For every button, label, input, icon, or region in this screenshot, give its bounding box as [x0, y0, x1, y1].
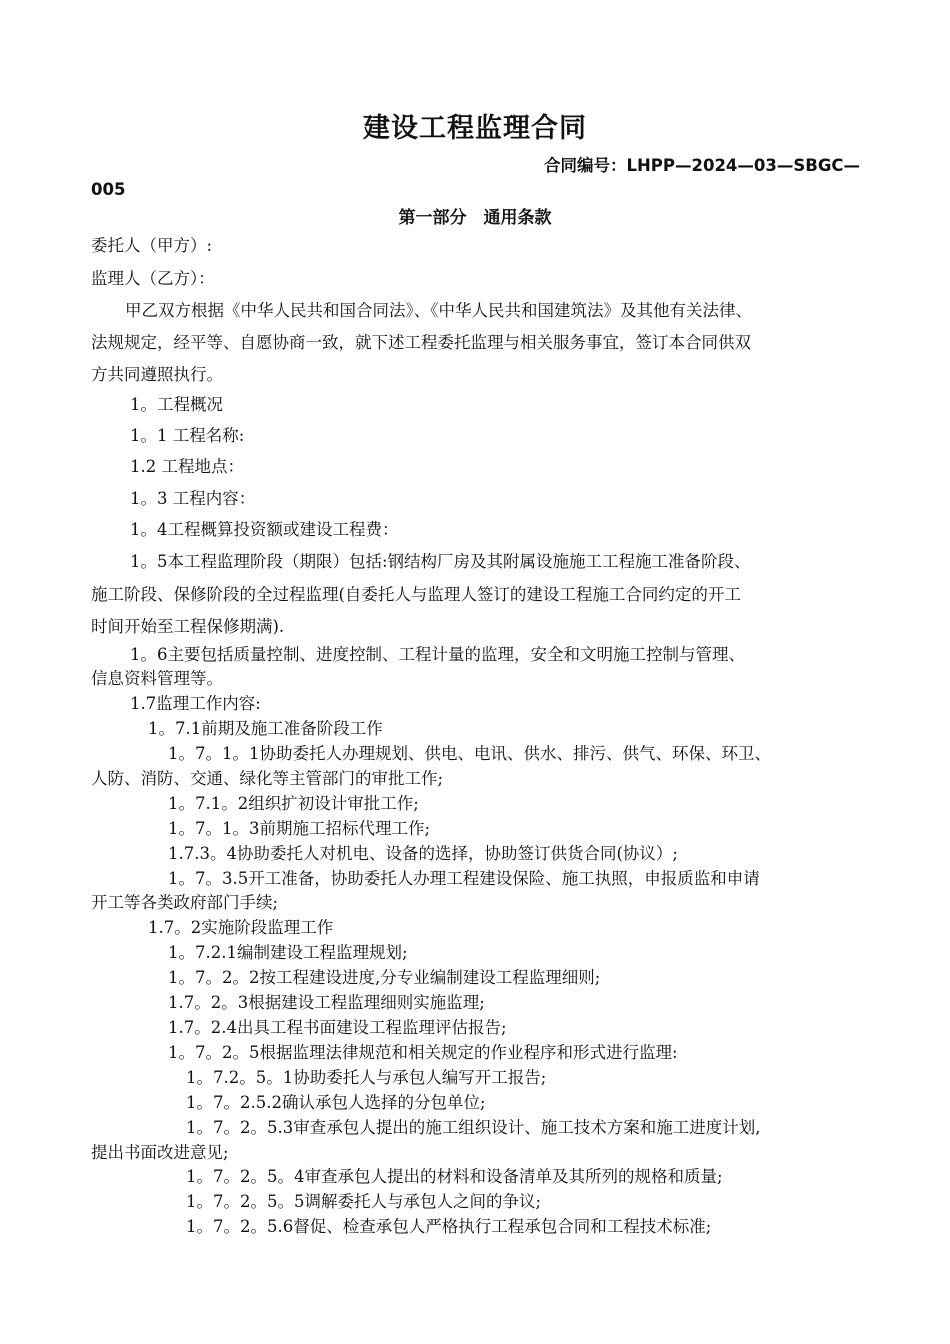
text-line: 1。7。2。5。5调解委托人与承包人之间的争议; [186, 1192, 542, 1211]
text-line: 1。1 工程名称: [130, 426, 245, 445]
text-line: 1。7。1。1协助委托人办理规划、供电、电讯、供水、排污、供气、环保、环卫、 [168, 744, 771, 763]
text-line: 1。7。2。2按工程建设进度,分专业编制建设工程监理细则; [168, 968, 601, 987]
text-line: 1。5本工程监理阶段（期限）包括:钢结构厂房及其附属设施施工工程施工准备阶段、 [130, 552, 751, 571]
text-line: 1。7.2。5。1协助委托人与承包人编写开工报告; [186, 1068, 547, 1087]
text-line: 1。7。2。5.6督促、检查承包人严格执行工程承包合同和工程技术标准; [186, 1217, 712, 1236]
text-line: 1。7。2。5。4审查承包人提出的材料和设备清单及其所列的规格和质量; [186, 1167, 723, 1186]
text-line: 施工阶段、保修阶段的全过程监理(自委托人与监理人签订的建设工程施工合同约定的开工 [91, 585, 741, 604]
text-line: 1。7。3.5开工准备，协助委托人办理工程建设保险、施工执照，申报质监和申请 [168, 869, 760, 888]
text-line: 1。3 工程内容： [130, 489, 256, 508]
text-line: 时间开始至工程保修期满). [91, 617, 285, 636]
text-line: 监理人（乙方）： [91, 269, 215, 288]
text-line: 信息资料管理等。 [91, 669, 223, 688]
text-line: 人防、消防、交通、绿化等主管部门的审批工作; [91, 769, 444, 788]
contract-number-tail: 005 [91, 180, 126, 199]
text-line: 开工等各类政府部门手续; [91, 893, 279, 912]
text-line: 1。7.2.1编制建设工程监理规划; [168, 943, 408, 962]
document-title: 建设工程监理合同 [363, 113, 587, 144]
text-line: 1。7。1。3前期施工招标代理工作; [168, 819, 431, 838]
text-line: 1。7。2。5.3审查承包人提出的施工组织设计、施工技术方案和施工进度计划, [186, 1118, 761, 1137]
text-line: 1.2 工程地点： [130, 457, 244, 476]
text-line: 1。7.1。2组织扩初设计审批工作; [168, 794, 419, 813]
text-line: 1。6主要包括质量控制、进度控制、工程计量的监理，安全和文明施工控制与管理、 [130, 645, 745, 664]
contract-number: 合同编号：LHPP—2024—03—SBGC— [543, 156, 860, 175]
section-title: 第一部分 通用条款 [398, 208, 552, 228]
text-line: 委托人（甲方）: [91, 236, 213, 255]
text-line: 法规规定，经平等、自愿协商一致，就下述工程委托监理与相关服务事宜，签订本合同供双 [91, 333, 751, 352]
text-line: 1。4工程概算投资额或建设工程费： [130, 520, 399, 539]
text-line: 1。7。2。5根据监理法律规范和相关规定的作业程序和形式进行监理: [168, 1043, 678, 1062]
text-line: 1。7.1前期及施工准备阶段工作 [148, 719, 383, 738]
text-line: 1.7。2.4出具工程书面建设工程监理评估报告; [168, 1018, 507, 1037]
text-line: 1.7.3。4协助委托人对机电、设备的选择，协助签订供货合同(协议）; [168, 844, 678, 863]
text-line: 1.7监理工作内容: [130, 694, 261, 713]
text-line: 1。7。2.5.2确认承包人选择的分包单位; [186, 1093, 486, 1112]
text-line: 1。工程概况 [130, 395, 223, 414]
text-line: 1.7。2实施阶段监理工作 [148, 918, 334, 937]
text-line: 1.7。2。3根据建设工程监理细则实施监理; [168, 993, 485, 1012]
text-line: 提出书面改进意见; [91, 1143, 229, 1162]
text-line: 方共同遵照执行。 [91, 365, 223, 384]
text-line: 甲乙双方根据《中华人民共和国合同法》、《中华人民共和国建筑法》及其他有关法律、 [125, 301, 752, 320]
